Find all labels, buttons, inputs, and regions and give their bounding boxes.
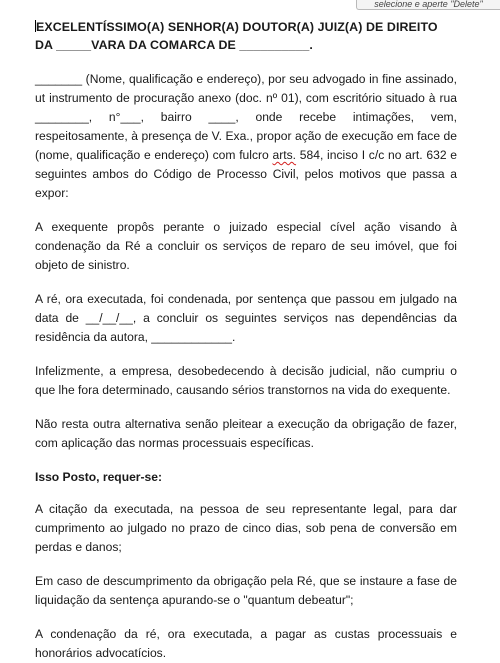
request-paragraph-3[interactable]: A condenação da ré, ora executada, a pagar as custas processuais e honorários advocatícios. xyxy=(35,627,457,660)
document-heading[interactable] xyxy=(35,18,457,54)
facts-paragraph-2[interactable]: A ré, ora executada, foi condenada, por sentença que passou em julgado na data de __/__/__, a concluir os seguintes serviços nas dependências da residência da autora, ____________. xyxy=(35,292,457,344)
request-paragraph-1[interactable]: A citação da executada, na pessoa de seu representante legal, para dar cumprimento ao julgado no prazo de cinco dias, sob pena de conversão em perdas e danos; xyxy=(35,502,457,554)
delete-hint-tab xyxy=(356,0,500,10)
document-page[interactable] xyxy=(35,18,458,660)
intro-text-before: _______ (Nome, qualificação e endereço), por seu advogado in fine assinado, ut instrumento de procuração anexo (doc. nº 01), com escritório situado à rua ________, n°___, bairro ____, onde recebe intimações, vem, respeitosamente, à presença de V. Exa., propor ação de execução em face de (nome, qualificação e endereço) com fulcro xyxy=(35,72,457,162)
facts-paragraph-1[interactable]: A exequente propôs perante o juizado especial cível ação visando à condenação da Ré a concluir os serviços de reparo de seu imóvel, que foi objeto de sinistro. xyxy=(35,220,457,272)
requests-heading[interactable]: Isso Posto, requer-se: xyxy=(35,470,163,484)
intro-text-after: 584, inciso I c/c no art. 632 e seguintes ambos do Código de Processo Civil, pelos motivos que passa a expor: xyxy=(35,148,458,200)
delete-hint-text: selecione e aperte "Delete" xyxy=(374,0,483,9)
facts-paragraph-3[interactable]: Infelizmente, a empresa, desobedecendo à decisão judicial, não cumpriu o que lhe fora determinado, causando sérios transtornos na vida do exequente. xyxy=(35,364,457,397)
request-paragraph-2[interactable]: Em caso de descumprimento da obrigação pela Ré, que se instaure a fase de liquidação da sentença apurando-se o "quantum debeatur"; xyxy=(35,574,457,607)
intro-paragraph[interactable] xyxy=(35,70,457,203)
document-heading-text: EXCELENTÍSSIMO(A) SENHOR(A) DOUTOR(A) JUIZ(A) DE DIREITO DA _____VARA DA COMARCA DE __________. xyxy=(35,20,438,52)
spellcheck-flagged-word[interactable]: arts. xyxy=(272,148,297,162)
facts-paragraph-4[interactable]: Não resta outra alternativa senão pleitear a execução da obrigação de fazer, com aplicação das normas processuais específicas. xyxy=(35,417,457,450)
